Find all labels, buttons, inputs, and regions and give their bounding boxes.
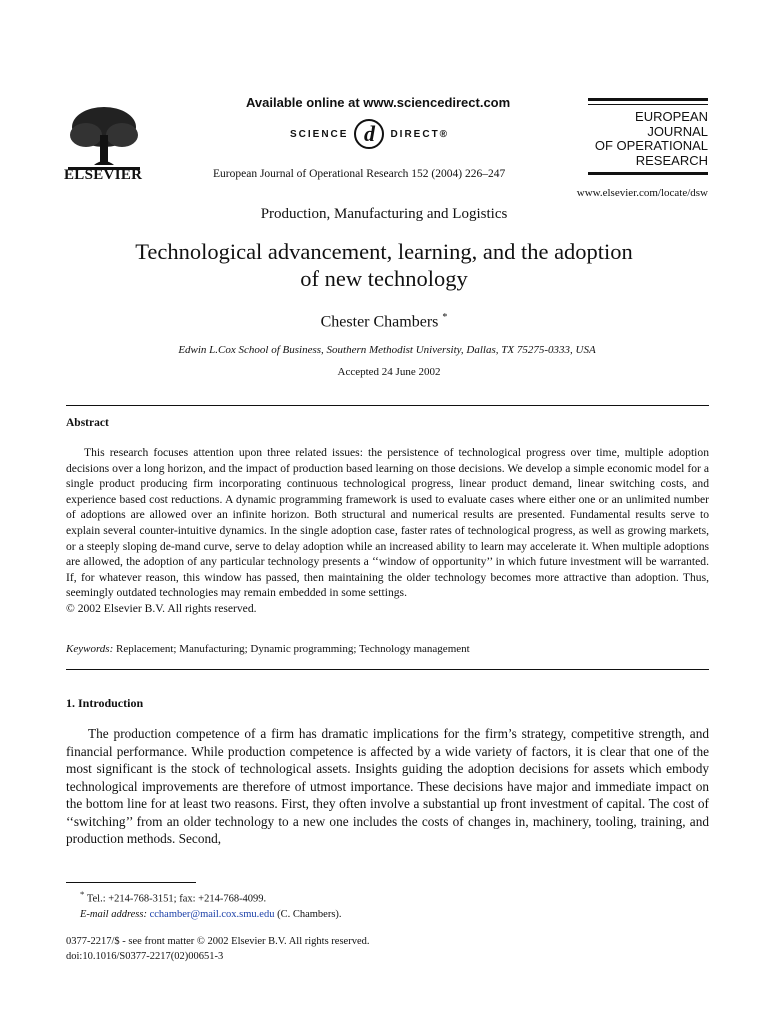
author: Chester Chambers	[320, 313, 439, 331]
abstract-text	[66, 445, 709, 617]
affiliation: Edwin L.Cox School of Business, Southern Methodist University, Dallas, TX 75275-0333, USA	[178, 344, 596, 356]
email-link[interactable]: cchamber@mail.cox.smu.edu	[149, 909, 275, 920]
sciencedirect-mark: d	[354, 119, 384, 149]
journal-logo-line: OF OPERATIONAL	[594, 138, 708, 153]
email-suffix: (C. Chambers).	[277, 909, 342, 920]
email-label: E-mail address:	[80, 909, 147, 920]
journal-logo-line: RESEARCH	[635, 152, 708, 168]
keywords-list: Replacement; Manufacturing; Dynamic programming; Technology management	[116, 643, 470, 655]
issn-line: 0377-2217/$ - see front matter © 2002 Elsevier B.V. All rights reserved.	[66, 936, 370, 947]
journal-logo-rule	[588, 172, 708, 175]
keywords	[66, 643, 470, 655]
journal-logo-rule	[588, 98, 708, 101]
divider	[66, 669, 709, 670]
title-line: Technological advancement, learning, and the adoption	[135, 239, 633, 264]
journal-logo-rule	[588, 104, 708, 105]
footnote-mark: *	[80, 889, 85, 899]
sciencedirect-logo	[290, 119, 449, 149]
footnote-rule	[66, 882, 196, 883]
keywords-label: Keywords:	[66, 643, 114, 655]
available-online-text: Available online at www.sciencedirect.com	[246, 95, 511, 110]
footnote-contact: Tel.: +214-768-3151; fax: +214-768-4099.	[86, 893, 267, 905]
sciencedirect-right: DIRECT®	[390, 128, 450, 140]
journal-logo	[588, 110, 708, 168]
page-footer	[66, 934, 369, 964]
title-line: of new technology	[300, 266, 468, 291]
abstract-copyright: © 2002 Elsevier B.V. All rights reserved.	[66, 601, 257, 615]
doi-line[interactable]: doi:10.1016/S0377-2217(02)00651-3	[66, 951, 224, 962]
journal-logo-line: JOURNAL	[647, 123, 708, 139]
intro-paragraph: The production competence of a firm has dramatic implications for the firm’s strategy, competitive strength, and financial performance. While production competence is affected by a wide variety of factors, it is clear that one of the most significant is the stock of technological assets. Insights guiding the adoption decisions for assets which embody technological improvements are therefore of utmost importance. These decisions have major and immediate impact on the bottom line for at least two reasons. First, they often involve a substantial up front investment of capital. The cost of ‘‘switching’’ from an older technology to a new one includes the costs of changes in, machinery, tooling, training, and production methods. Second,	[66, 726, 709, 846]
accepted-date: Accepted 24 June 2002	[337, 366, 441, 378]
author-footnote-mark[interactable]: *	[442, 312, 448, 323]
section-name: Production, Manufacturing and Logistics	[260, 206, 508, 222]
sciencedirect-left: SCIENCE	[290, 128, 349, 140]
journal-citation: European Journal of Operational Research 152 (2004) 226–247	[213, 168, 506, 180]
author-name	[0, 312, 768, 331]
abstract-heading: Abstract	[66, 417, 109, 429]
journal-logo-line: EUROPEAN	[635, 109, 708, 124]
intro-heading: 1. Introduction	[66, 696, 144, 710]
divider	[66, 405, 709, 406]
article-title	[60, 238, 708, 292]
footnote	[80, 887, 342, 923]
abstract-body: This research focuses attention upon three related issues: the persistence of technological progress over time, multiple adoption decisions over a long horizon, and the impact of production based learning on those decisions. We develop a simple economic model for a single product producing firm incorporating continuous technological progress, linear product demand, linear switching costs, and experience based cost reductions. A dynamic programming framework is used to evaluate cases where either one or an unlimited number of adoptions are allowed over an infinite horizon. Both structural and numerical results are presented. Fundamental results serve to explain several counter-intuitive dynamics. In the single adoption case, faster rates of technological progress, as well as growing markets, or a steeply sloping de-mand curve, serve to delay adoption while an increased ability to learn may accelerate it. When multiple adoptions are allowed, the adoption of any particular technology presents a ‘‘window of opportunity’’ in which future investment will be warranted. If, for whatever reason, this window has passed, then maintaining the older technology becomes more attractive than adoption. Thus, seemingly outdated technologies may remain embedded in some settings.	[66, 446, 709, 600]
elsevier-wordmark: ELSEVIER	[64, 167, 143, 183]
journal-url: www.elsevier.com/locate/dsw	[576, 187, 708, 199]
